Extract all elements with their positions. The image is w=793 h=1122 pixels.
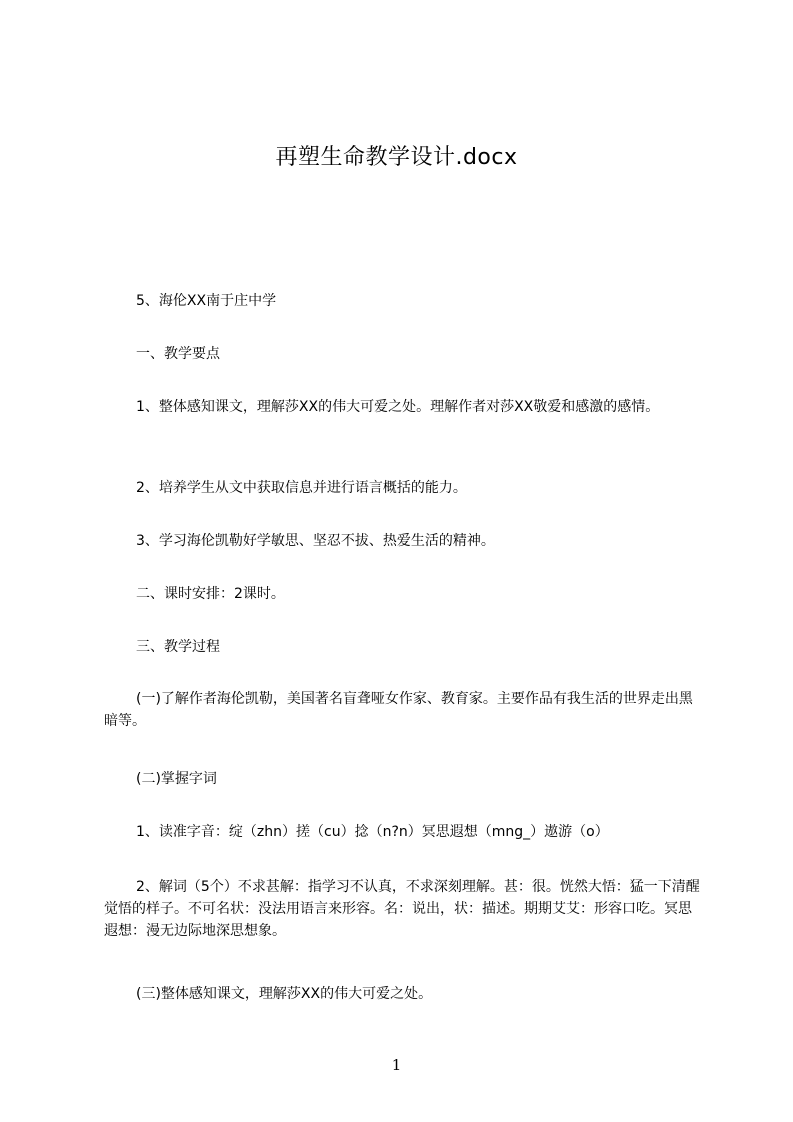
paragraph-body: (一)了解作者海伦凯勒，美国著名盲聋哑女作家、教育家。主要作品有我生活的世界走出黑暗等。 <box>104 691 693 729</box>
paragraph-body: 1、读准字音：绽（zhn）搓（cu）捻（n?n）冥思遐想（mng_）遨游（o） <box>136 824 609 840</box>
paragraph-school: 5、海伦XX南于庄中学 <box>136 293 277 309</box>
paragraph-section-heading: 二、课时安排：2课时。 <box>136 586 285 602</box>
paragraph-section-heading: 一、教学要点 <box>136 346 220 362</box>
paragraph-section-heading: 三、教学过程 <box>136 639 220 655</box>
paragraph-subheading: (三)整体感知课文，理解莎XX的伟大可爱之处。 <box>136 986 433 1002</box>
paragraph-objective: 3、学习海伦凯勒好学敏思、坚忍不拔、热爱生活的精神。 <box>136 533 495 549</box>
paragraph-subheading: (二)掌握字词 <box>136 771 217 787</box>
paragraph-objective: 1、整体感知课文，理解莎XX的伟大可爱之处。理解作者对莎XX敬爱和感激的感情。 <box>136 399 660 415</box>
document-title: 再塑生命教学设计.docx <box>275 145 518 170</box>
page-number: 1 <box>391 1056 402 1074</box>
paragraph-body: 2、解词（5个）不求甚解：指学习不认真，不求深刻理解。甚：很。恍然大悟：猛一下清醒觉悟的样子。不可名状：没法用语言来形容。名：说出，状：描述。期期艾艾：形容口吃。冥思遐想：漫无边际地深思想象。 <box>104 879 700 939</box>
paragraph-objective: 2、培养学生从文中获取信息并进行语言概括的能力。 <box>136 480 467 496</box>
